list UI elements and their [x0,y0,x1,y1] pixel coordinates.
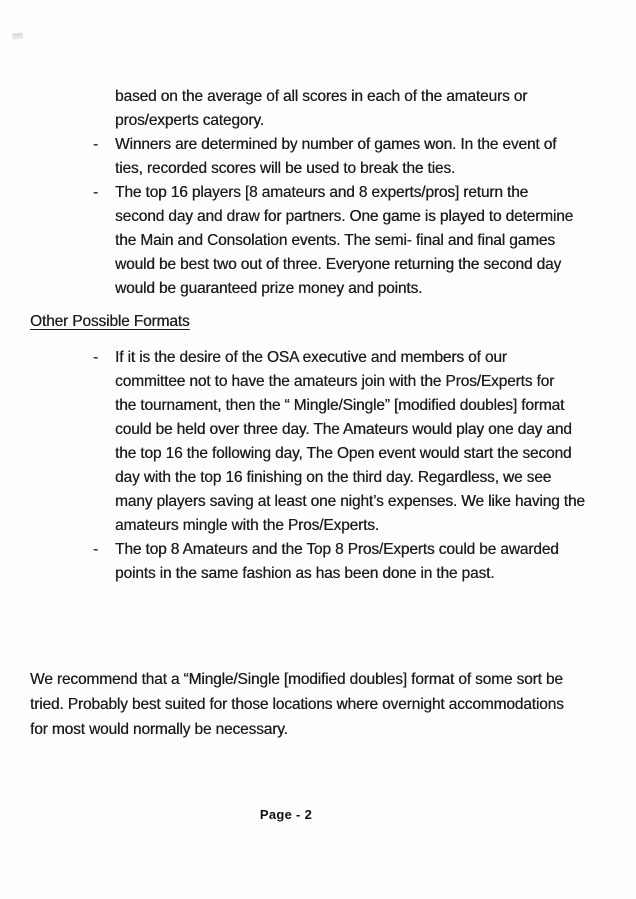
bullet-section-formats [93,346,613,586]
bullet-marker: - [93,541,99,558]
text-line: pros/experts category. [115,112,264,129]
bullet-item [93,133,613,181]
text-line: Winners are determined by number of games won. In the event of [115,136,557,153]
bullet-marker: - [93,184,99,201]
text-line: the top 16 the following day, The Open event would start the second [115,445,572,462]
text-line: We recommend that a “Mingle/Single [modified doubles] format of some sort be [30,671,563,688]
bullet-item [93,538,613,586]
bullet-item [93,181,613,301]
text-line: for most would normally be necessary. [30,721,288,738]
text-line: based on the average of all scores in each of the amateurs or [115,88,528,105]
bullet-marker: - [93,136,99,153]
text-line: The top 8 Amateurs and the Top 8 Pros/Experts could be awarded [115,541,559,558]
text-line: could be held over three day. The Amateurs would play one day and [115,421,572,438]
closing-paragraph [30,667,630,742]
bullet-text [115,181,573,301]
text-line: would be guaranteed prize money and points. [115,280,423,297]
text-line: the tournament, then the “ Mingle/Single” [modified doubles] format [115,397,565,414]
text-line: tried. Probably best suited for those locations where overnight accommodations [30,696,564,713]
continuation-text [115,85,613,133]
bullet-text [115,538,559,586]
text-line: The top 16 players [8 amateurs and 8 experts/pros] return the [115,184,529,201]
bullet-section-top [93,85,613,301]
bullet-item [93,346,613,538]
text-line: would be best two out of three. Everyone returning the second day [115,256,562,273]
text-line: day with the top 16 finishing on the third day. Regardless, we see [115,469,552,486]
section-heading: Other Possible Formats [30,313,190,330]
text-line: second day and draw for partners. One game is played to determine [115,208,574,225]
text-line: points in the same fashion as has been done in the past. [115,565,495,582]
text-line: ties, recorded scores will be used to break the ties. [115,160,456,177]
bullet-marker: - [93,349,99,366]
scan-smudge [12,33,23,37]
page-footer: Page - 2 [259,807,313,822]
text-line: If it is the desire of the OSA executive and members of our [115,349,507,366]
text-line: committee not to have the amateurs join with the Pros/Experts for [115,373,555,390]
text-line: many players saving at least one night’s expenses. We like having the [115,493,585,510]
bullet-text [115,346,585,538]
text-line: the Main and Consolation events. The semi- final and final games [115,232,555,249]
bullet-text [115,133,556,181]
text-line: amateurs mingle with the Pros/Experts. [115,517,379,534]
